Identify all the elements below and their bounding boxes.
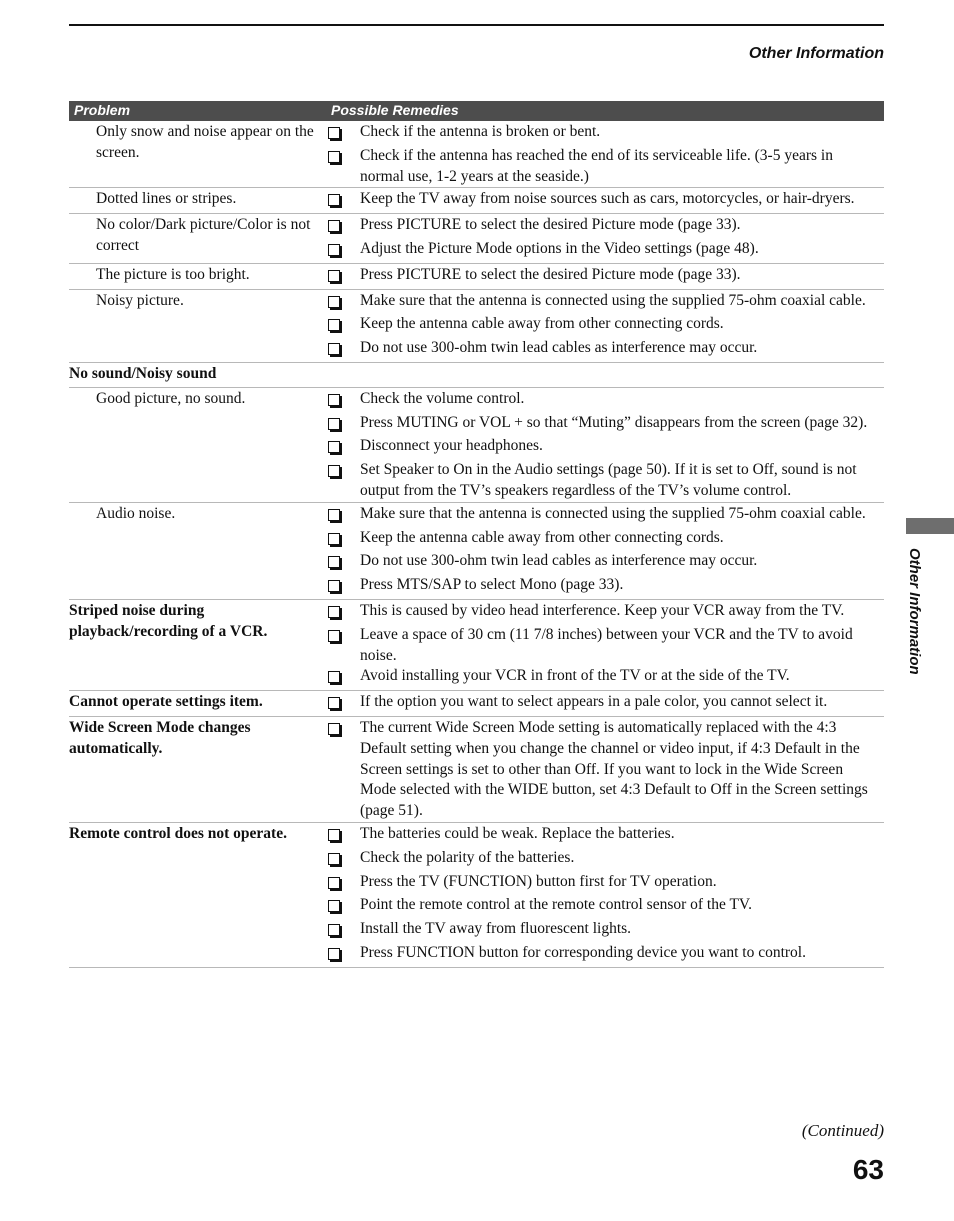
side-tab-label-wrap — [903, 548, 925, 708]
problem-cell: Good picture, no sound. — [96, 389, 246, 407]
checkbox-square — [328, 270, 340, 282]
checkbox-square — [328, 220, 340, 232]
top-rule — [69, 24, 884, 26]
troubleshooting-table — [69, 101, 884, 968]
checkbox-icon — [325, 189, 360, 213]
checkbox-square — [328, 723, 340, 735]
checkbox-icon — [325, 122, 360, 146]
problem-cell: Remote control does not operate. — [69, 824, 287, 842]
remedies-cell — [325, 718, 884, 822]
checkbox-icon — [325, 460, 360, 502]
problem-cell: Noisy picture. — [96, 291, 184, 309]
remedies-cell — [325, 824, 884, 967]
problem-cell: Dotted lines or stripes. — [96, 190, 237, 208]
checkbox-icon — [325, 528, 360, 552]
remedies-cell — [325, 122, 884, 187]
checkbox-icon — [325, 413, 360, 437]
remedy-item — [325, 625, 884, 667]
remedy-text: Press the TV (FUNCTION) button first for TV operation. — [360, 872, 717, 890]
remedies-cell — [325, 692, 884, 716]
checkbox-square — [328, 829, 340, 841]
remedy-item — [325, 575, 884, 599]
problem-cell: Audio noise. — [96, 504, 176, 522]
remedy-item — [325, 601, 884, 625]
remedy-text: Keep the TV away from noise sources such as cars, motorcycles, or hair-dryers. — [360, 190, 855, 208]
remedy-text: Check if the antenna has reached the end of its serviceable life. (3-5 years in normal use, 1-2 years at the seaside.) — [360, 146, 833, 185]
checkbox-icon — [325, 338, 360, 362]
remedy-text: Avoid installing your VCR in front of the TV or at the side of the TV. — [360, 667, 790, 685]
checkbox-square — [328, 394, 340, 406]
remedy-item — [325, 718, 884, 822]
remedy-text: Check if the antenna is broken or bent. — [360, 123, 601, 140]
checkbox-square — [328, 441, 340, 453]
remedy-text: Point the remote control at the remote control sensor of the TV. — [360, 896, 753, 914]
remedy-text: If the option you want to select appears in a pale color, you cannot select it. — [360, 693, 828, 711]
checkbox-square — [328, 630, 340, 642]
table-row — [69, 121, 884, 188]
remedy-item — [325, 436, 884, 460]
remedy-item — [325, 895, 884, 919]
remedy-text: Press MUTING or VOL + so that “Muting” disappears from the screen (page 32). — [360, 413, 868, 431]
table-row — [69, 388, 884, 503]
checkbox-icon — [325, 943, 360, 967]
remedy-text: Keep the antenna cable away from other connecting cords. — [360, 528, 724, 546]
checkbox-icon — [325, 504, 360, 528]
remedy-item — [325, 551, 884, 575]
remedy-item — [325, 314, 884, 338]
table-row — [69, 214, 884, 264]
checkbox-square — [328, 606, 340, 618]
remedies-cell — [325, 389, 884, 502]
checkbox-icon — [325, 215, 360, 239]
checkbox-icon — [325, 239, 360, 263]
remedy-item — [325, 413, 884, 437]
checkbox-square — [328, 343, 340, 355]
remedy-item — [325, 146, 884, 188]
remedy-item — [325, 824, 884, 848]
remedy-text: Adjust the Picture Mode options in the Video settings (page 48). — [360, 239, 759, 257]
remedy-item — [325, 239, 884, 263]
remedy-item — [325, 872, 884, 896]
checkbox-square — [328, 556, 340, 568]
remedy-item — [325, 848, 884, 872]
remedies-cell — [325, 189, 884, 213]
checkbox-icon — [325, 601, 360, 625]
problem-cell: Wide Screen Mode changes automatically. — [69, 718, 251, 757]
category-label: No sound/Noisy sound — [69, 364, 217, 382]
remedy-text: The current Wide Screen Mode setting is automatically replaced with the 4:3 Default setting when you change the channel or video input, if 4:3 Default in the Screen settings is set to other than Off. If you want to lock in the Wide Screen Mode selected with the WIDE button, set 4:3 Default to Off in the Screen settings (page 51). — [360, 718, 868, 820]
column-header-remedies: Possible Remedies — [331, 102, 459, 118]
checkbox-icon — [325, 692, 360, 716]
remedy-text: Press MTS/SAP to select Mono (page 33). — [360, 576, 624, 594]
remedy-item — [325, 504, 884, 528]
remedy-item — [325, 215, 884, 239]
remedy-text: Leave a space of 30 cm (11 7/8 inches) between your VCR and the TV to avoid noise. — [360, 625, 853, 664]
checkbox-icon — [325, 872, 360, 896]
remedies-cell — [325, 601, 884, 690]
remedy-item — [325, 919, 884, 943]
checkbox-icon — [325, 265, 360, 289]
checkbox-square — [328, 244, 340, 256]
remedy-text: Make sure that the antenna is connected using the supplied 75-ohm coaxial cable. — [360, 504, 866, 522]
column-header-problem: Problem — [74, 102, 131, 118]
checkbox-icon — [325, 146, 360, 188]
table-row — [69, 290, 884, 363]
checkbox-icon — [325, 718, 360, 822]
checkbox-square — [328, 853, 340, 865]
problem-cell: Striped noise during playback/recording of a VCR. — [69, 601, 268, 640]
checkbox-square — [328, 296, 340, 308]
checkbox-square — [328, 418, 340, 430]
remedies-cell — [325, 265, 884, 289]
checkbox-icon — [325, 314, 360, 338]
table-header — [69, 101, 884, 121]
remedy-item — [325, 122, 884, 146]
continued-label: (Continued) — [801, 1121, 884, 1140]
remedy-text: Press PICTURE to select the desired Picture mode (page 33). — [360, 216, 741, 234]
remedies-cell — [325, 291, 884, 362]
remedy-text: Disconnect your headphones. — [360, 437, 543, 455]
category-row — [69, 363, 884, 388]
checkbox-square — [328, 319, 340, 331]
remedy-text: Press PICTURE to select the desired Picture mode (page 33). — [360, 265, 741, 283]
remedy-text: This is caused by video head interference. Keep your VCR away from the TV. — [360, 601, 845, 619]
table-row — [69, 188, 884, 214]
checkbox-icon — [325, 895, 360, 919]
remedy-item — [325, 338, 884, 362]
side-tab-marker — [906, 518, 954, 534]
remedy-item — [325, 291, 884, 315]
problem-cell: No color/Dark picture/Color is not correct — [96, 216, 311, 254]
table-row — [69, 823, 884, 968]
checkbox-square — [328, 533, 340, 545]
checkbox-icon — [325, 436, 360, 460]
checkbox-square — [328, 127, 340, 139]
checkbox-square — [328, 948, 340, 960]
remedy-item — [325, 528, 884, 552]
table-row — [69, 503, 884, 600]
remedy-text: Check the polarity of the batteries. — [360, 848, 575, 866]
side-tab-label: Other Information — [906, 548, 923, 675]
problem-cell: Cannot operate settings item. — [69, 693, 263, 711]
table-row — [69, 600, 884, 691]
remedies-cell — [325, 504, 884, 599]
checkbox-square — [328, 671, 340, 683]
remedy-item — [325, 460, 884, 502]
remedy-text: Do not use 300-ohm twin lead cables as interference may occur. — [360, 339, 758, 357]
remedy-item — [325, 692, 884, 716]
table-row — [69, 691, 884, 717]
remedy-item — [325, 666, 884, 690]
checkbox-square — [328, 580, 340, 592]
checkbox-icon — [325, 848, 360, 872]
remedies-cell — [325, 215, 884, 263]
checkbox-square — [328, 924, 340, 936]
problem-cell: The picture is too bright. — [96, 265, 250, 283]
remedy-item — [325, 943, 884, 967]
remedy-text: Make sure that the antenna is connected using the supplied 75-ohm coaxial cable. — [360, 291, 866, 309]
checkbox-square — [328, 877, 340, 889]
checkbox-square — [328, 509, 340, 521]
checkbox-square — [328, 151, 340, 163]
section-title: Other Information — [748, 45, 884, 62]
checkbox-icon — [325, 575, 360, 599]
table-body — [69, 121, 884, 968]
remedy-text: Install the TV away from fluorescent lights. — [360, 920, 632, 938]
table-row — [69, 264, 884, 290]
remedy-text: Do not use 300-ohm twin lead cables as interference may occur. — [360, 552, 758, 570]
checkbox-icon — [325, 389, 360, 413]
remedy-text: Press FUNCTION button for corresponding device you want to control. — [360, 943, 806, 961]
remedy-text: Keep the antenna cable away from other connecting cords. — [360, 315, 724, 333]
remedy-item — [325, 389, 884, 413]
remedy-item — [325, 265, 884, 289]
remedy-item — [325, 189, 884, 213]
checkbox-icon — [325, 666, 360, 690]
problem-cell: Only snow and noise appear on the screen. — [96, 123, 314, 161]
checkbox-icon — [325, 291, 360, 315]
table-row — [69, 717, 884, 823]
checkbox-icon — [325, 919, 360, 943]
checkbox-square — [328, 194, 340, 206]
remedy-text: The batteries could be weak. Replace the batteries. — [360, 824, 675, 842]
remedy-text: Set Speaker to On in the Audio settings (page 50). If it is set to Off, sound is not output from the TV’s speakers regardless of the TV’s volume control. — [360, 461, 857, 499]
checkbox-square — [328, 465, 340, 477]
checkbox-square — [328, 697, 340, 709]
remedy-text: Check the volume control. — [360, 389, 525, 407]
checkbox-square — [328, 900, 340, 912]
checkbox-icon — [325, 824, 360, 848]
checkbox-icon — [325, 551, 360, 575]
checkbox-icon — [325, 625, 360, 667]
page-number: 63 — [852, 1154, 884, 1185]
